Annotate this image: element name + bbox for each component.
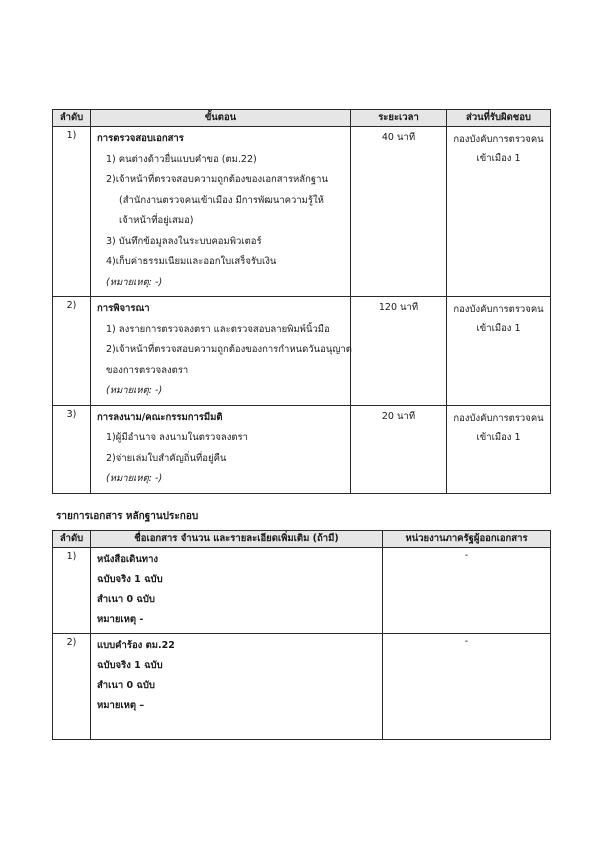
responsible-line: กองบังคับการตรวจคน	[453, 412, 544, 424]
responsible-line: กองบังคับการตรวจคน	[453, 134, 544, 145]
header-order: ลำดับ	[53, 110, 91, 127]
step-duration: 40 นาที	[351, 127, 447, 297]
header-responsible: ส่วนที่รับผิดชอบ	[447, 110, 551, 127]
step-details	[91, 405, 351, 493]
step-line: (สำนักงานตรวจคนเข้าเมือง มีการพัฒนาความรู้ให้	[119, 194, 324, 206]
step-responsible	[447, 127, 551, 297]
document-note: หมายเหตุ -	[97, 614, 144, 625]
step-title: การลงนาม/คณะกรรมการมีมติ	[97, 411, 223, 423]
step-index: 2)	[53, 297, 91, 406]
step-line: 1) คนต่างด้าวยื่นแบบคำขอ (ตม.22)	[106, 153, 257, 165]
header-document-name: ชื่อเอกสาร จำนวน และรายละเอียดเพิ่มเติม (ถ้ามี)	[91, 531, 383, 548]
step-line: 2)เจ้าหน้าที่ตรวจสอบความถูกต้องของเอกสารหลักฐาน	[106, 174, 328, 185]
step-note: (หมายเหตุ: -)	[106, 276, 163, 288]
step-line: 2)จ่ายเล่มใบสำคัญถิ่นที่อยู่คืน	[106, 452, 227, 464]
step-note: (หมายเหตุ: -)	[106, 385, 163, 396]
responsible-line: เข้าเมือง 1	[476, 431, 521, 443]
document-copy-count: สำเนา 0 ฉบับ	[97, 594, 155, 605]
document-details	[91, 634, 383, 740]
step-row	[53, 127, 551, 297]
document-index: 2)	[53, 634, 91, 740]
step-duration: 120 นาที	[351, 297, 447, 406]
header-issuing-agency: หน่วยงานภาครัฐผู้ออกเอกสาร	[383, 531, 551, 548]
step-line: เจ้าหน้าที่อยู่เสมอ)	[119, 215, 194, 226]
steps-header-row	[53, 110, 551, 127]
step-responsible	[447, 405, 551, 493]
document-index: 1)	[53, 548, 91, 634]
document-note: หมายเหตุ –	[97, 700, 145, 711]
step-duration: 20 นาที	[351, 405, 447, 493]
document-row	[53, 634, 551, 740]
step-line: ของการตรวจลงตรา	[106, 364, 189, 376]
step-responsible	[447, 297, 551, 406]
document-original-count: ฉบับจริง 1 ฉบับ	[97, 574, 163, 585]
document-row	[53, 548, 551, 634]
document-name: หนังสือเดินทาง	[97, 554, 159, 565]
header-duration: ระยะเวลา	[351, 110, 447, 127]
document-copy-count: สำเนา 0 ฉบับ	[97, 680, 155, 691]
procedure-steps-table	[52, 109, 551, 494]
step-title: การพิจารณา	[97, 303, 150, 314]
documents-section-heading: รายการเอกสาร หลักฐานประกอบ	[56, 511, 199, 522]
step-title: การตรวจสอบเอกสาร	[97, 133, 184, 144]
documents-table	[52, 530, 551, 740]
document-name: แบบคำร้อง ตม.22	[97, 640, 175, 651]
step-details	[91, 127, 351, 297]
step-details	[91, 297, 351, 406]
step-note: (หมายเหตุ: -)	[106, 473, 163, 484]
responsible-line: เข้าเมือง 1	[476, 153, 521, 164]
step-line: 3) บันทึกข้อมูลลงในระบบคอมพิวเตอร์	[106, 235, 262, 247]
step-line: 1)ผู้มีอำนาจ ลงนามในตรวจลงตรา	[106, 432, 248, 443]
document-original-count: ฉบับจริง 1 ฉบับ	[97, 660, 163, 671]
docs-header-row	[53, 531, 551, 548]
responsible-line: เข้าเมือง 1	[476, 323, 521, 334]
header-step: ขั้นตอน	[91, 110, 351, 127]
header-order: ลำดับ	[53, 531, 91, 548]
document-agency: -	[383, 548, 551, 634]
document-agency: -	[383, 634, 551, 740]
responsible-line: กองบังคับการตรวจคน	[453, 304, 544, 315]
step-line: 1) ลงรายการตรวจลงตรา และตรวจสอบลายพิมพ์นิ้วมือ	[106, 323, 330, 335]
step-row	[53, 297, 551, 406]
document-details	[91, 548, 383, 634]
step-row	[53, 405, 551, 493]
step-index: 1)	[53, 127, 91, 297]
step-index: 3)	[53, 405, 91, 493]
step-line: 4)เก็บค่าธรรมเนียมและออกใบเสร็จรับเงิน	[106, 256, 277, 267]
step-line: 2)เจ้าหน้าที่ตรวจสอบความถูกต้องของการกำหนดวันอนุญาต	[106, 344, 352, 355]
